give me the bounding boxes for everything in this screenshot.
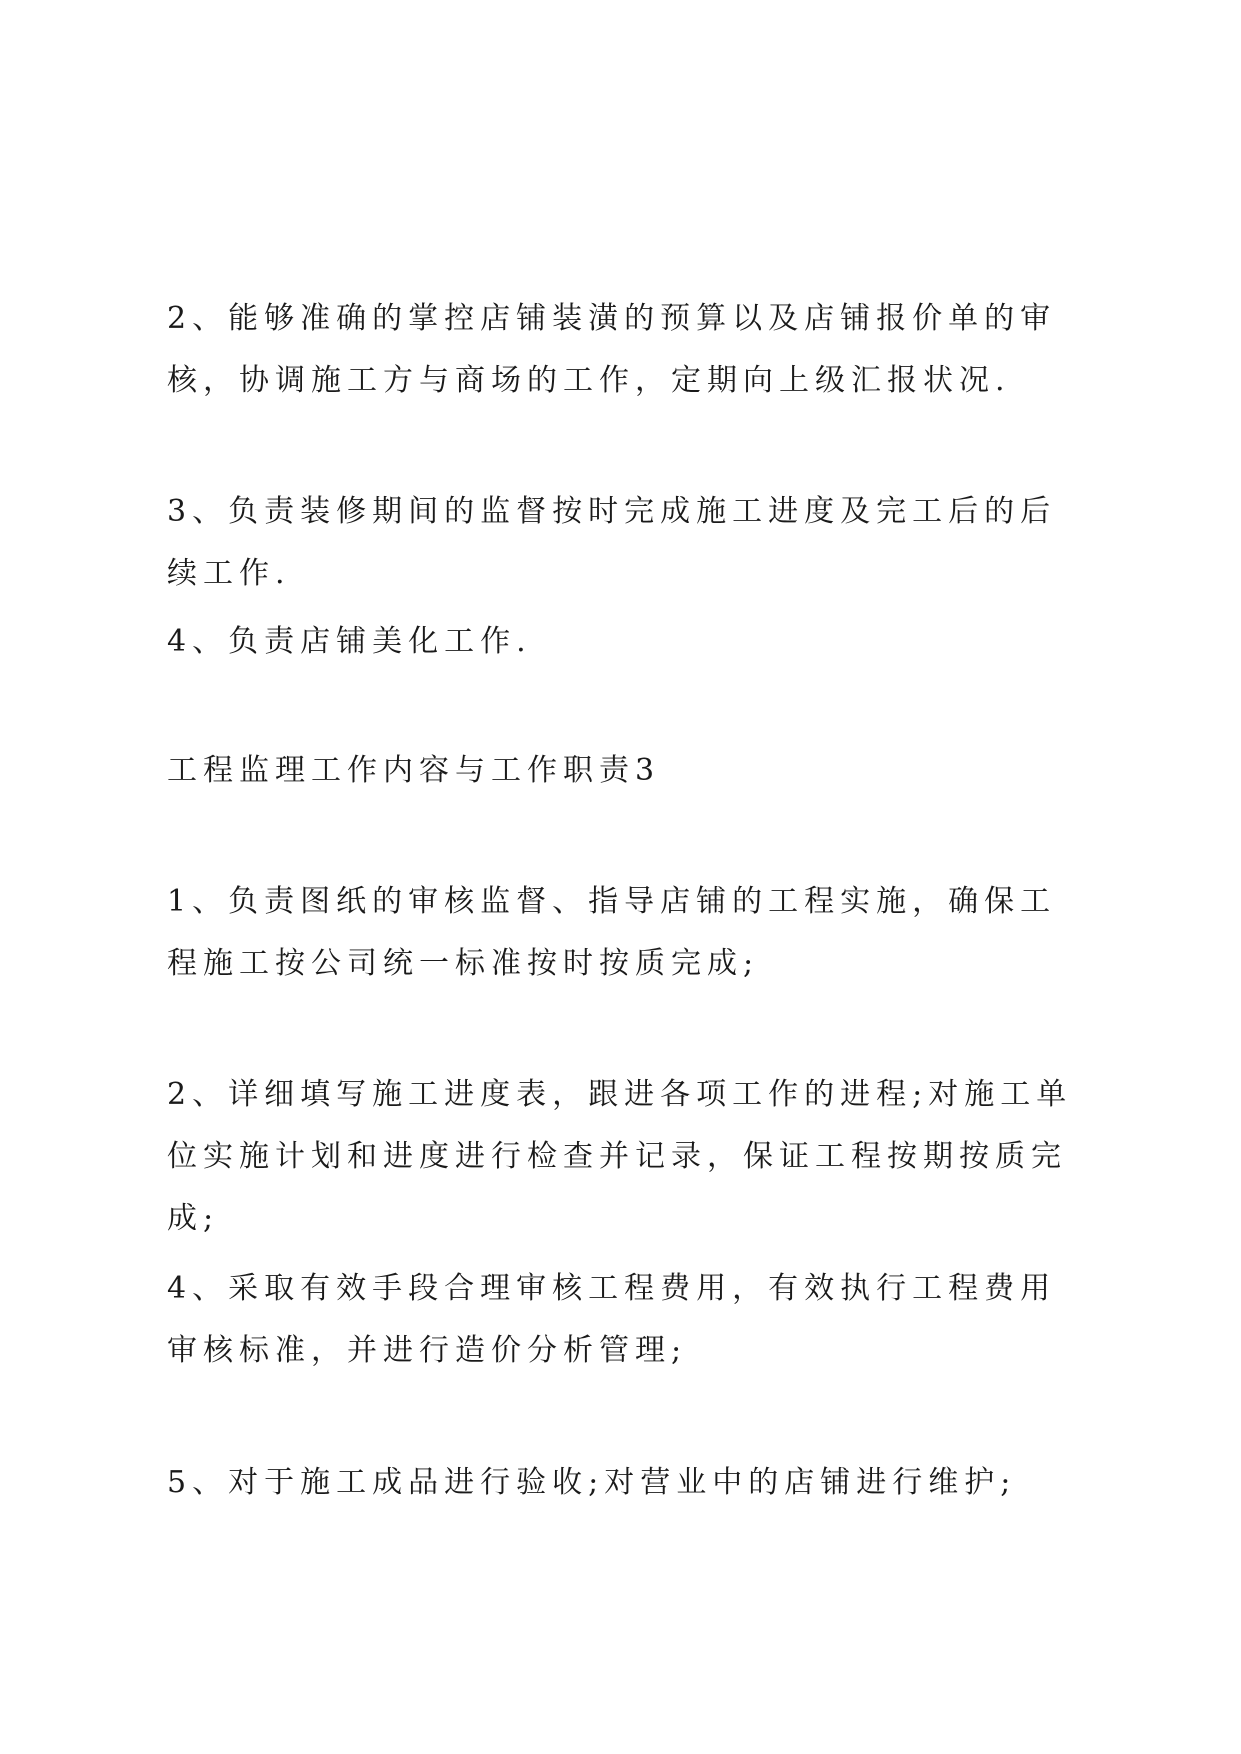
- paragraph-item-4-beautify: 4、负责店铺美化工作.: [167, 624, 532, 659]
- paragraph-item-2-schedule: 2、详细填写施工进度表，跟进各项工作的进程;对施工单位实施计划和进度进行检查并记录，保证工程按期按质完成;: [167, 1077, 1073, 1236]
- paragraph-item-3-supervision: 3、负责装修期间的监督按时完成施工进度及完工后的后续工作.: [167, 494, 1057, 591]
- section-heading: 工程监理工作内容与工作职责3: [167, 753, 661, 788]
- paragraph-item-1-drawings: 1、负责图纸的审核监督、指导店铺的工程实施，确保工程施工按公司统一标准按时按质完成;: [167, 884, 1057, 981]
- paragraph-item-4-cost: 4、采取有效手段合理审核工程费用，有效执行工程费用审核标准，并进行造价分析管理;: [167, 1271, 1057, 1368]
- paragraph-item-5-acceptance: 5、对于施工成品进行验收;对营业中的店铺进行维护;: [167, 1465, 1017, 1500]
- paragraph-item-2-budget: 2、能够准确的掌控店铺装潢的预算以及店铺报价单的审核，协调施工方与商场的工作，定期向上级汇报状况.: [167, 301, 1057, 398]
